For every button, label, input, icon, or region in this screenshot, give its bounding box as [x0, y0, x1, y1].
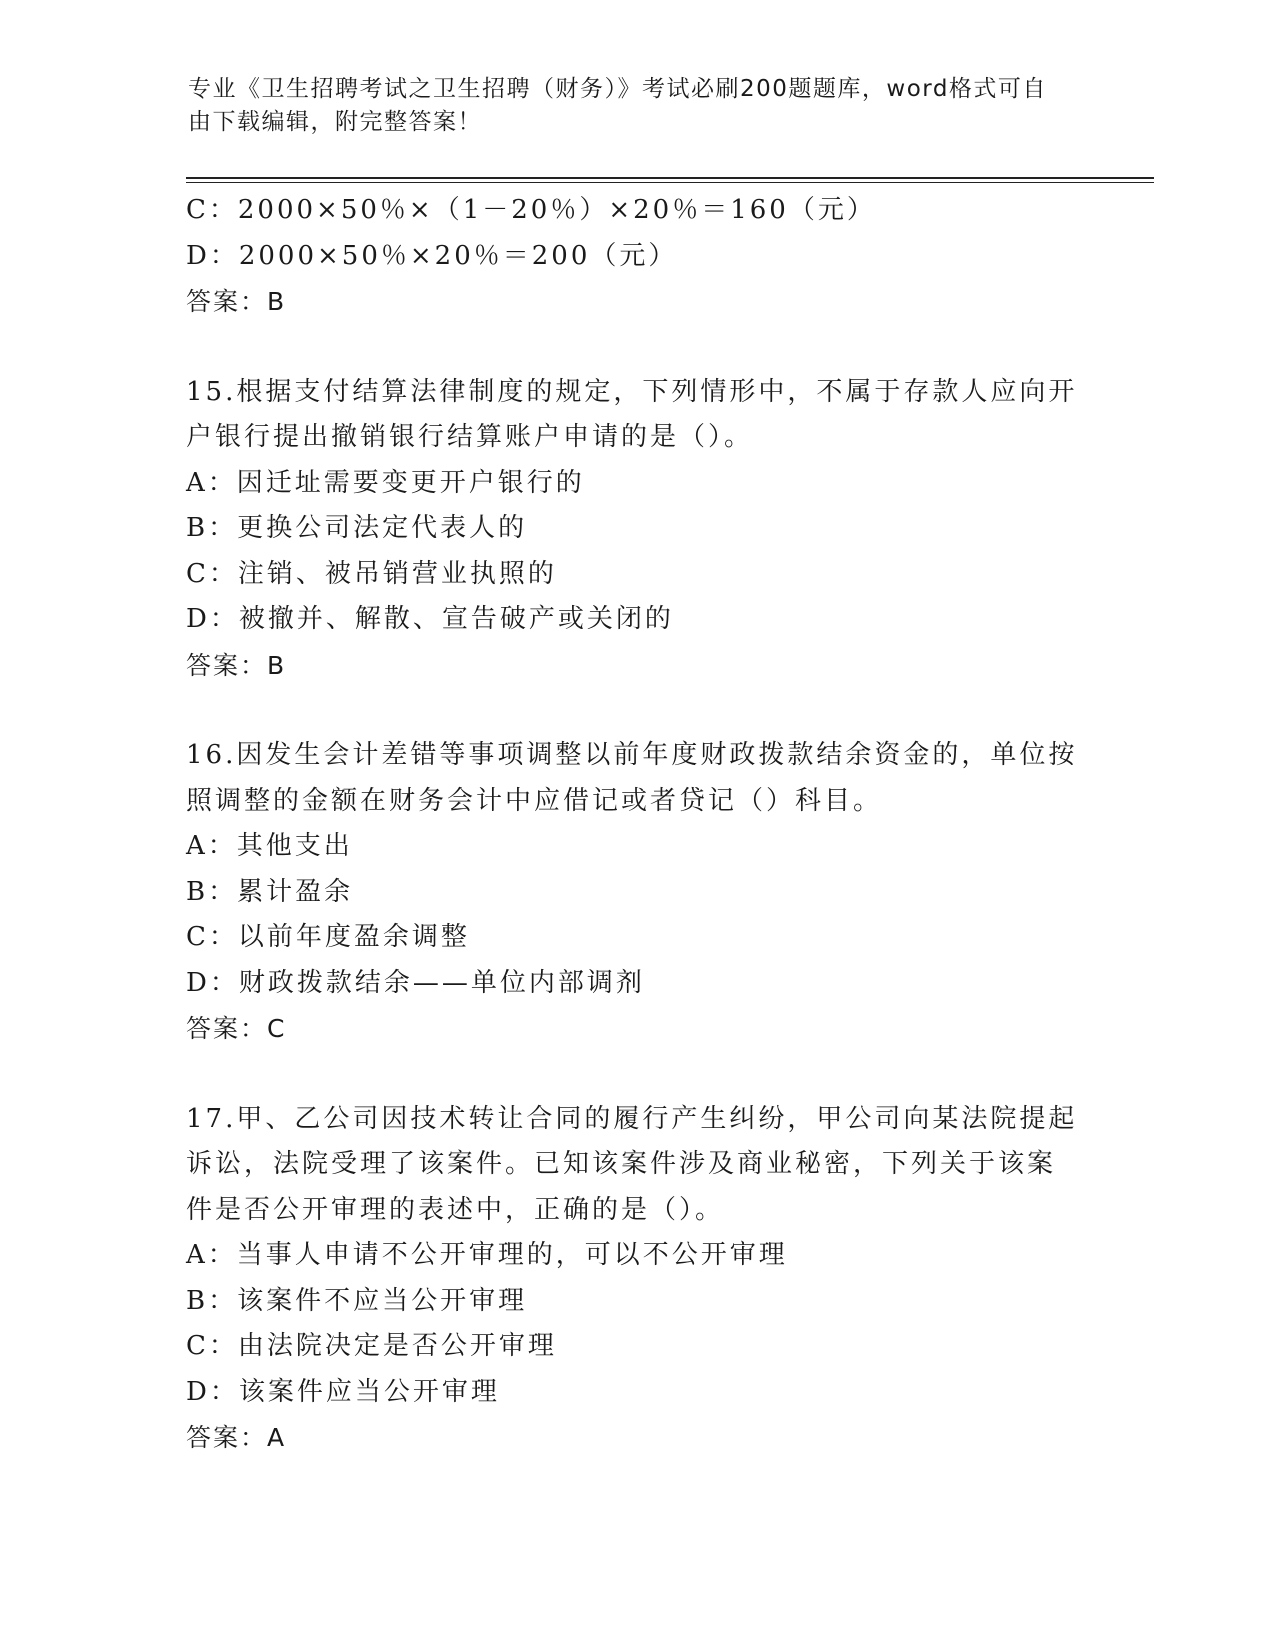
option-d: D：该案件应当公开审理: [186, 1376, 500, 1407]
question-stem-line: 16.因发生会计差错等事项调整以前年度财政拨款结余资金的，单位按: [186, 740, 1078, 770]
page-header: 专业《卫生招聘考试之卫生招聘（财务）》考试必刷200题题库，word格式可自由下载编辑，附完整答案！: [188, 76, 1047, 135]
option-a: A：因迁址需要变更开户银行的: [186, 467, 585, 498]
answer-line: 答案：B: [186, 650, 287, 680]
question-16: [186, 733, 1086, 1052]
option-c: C：注销、被吊销营业执照的: [186, 558, 557, 589]
question-content: [186, 188, 1086, 1461]
question-stem-line: 诉讼，法院受理了该案件。已知该案件涉及商业秘密，下列关于该案: [186, 1149, 1057, 1179]
previous-question-tail: [186, 188, 1086, 325]
question-stem-line: 17.甲、乙公司因技术转让合同的履行产生纠纷，甲公司向某法院提起: [186, 1103, 1078, 1134]
header-divider-thin: [186, 182, 1154, 183]
option-b: B：该案件不应当公开审理: [186, 1285, 528, 1316]
question-stem-line: 件是否公开审理的表述中，正确的是（）。: [186, 1194, 725, 1225]
option-c: C：由法院决定是否公开审理: [186, 1331, 557, 1361]
answer-line: 答案：A: [186, 1423, 287, 1452]
option-d: D：财政拨款结余——单位内部调剂: [186, 967, 645, 998]
option-b: B：累计盈余: [186, 876, 354, 907]
question-17: [186, 1097, 1086, 1461]
option-d: D：被撤并、解散、宣告破产或关闭的: [186, 604, 674, 634]
question-15: [186, 370, 1086, 689]
question-stem-line: 15.根据支付结算法律制度的规定，下列情形中，不属于存款人应向开: [186, 376, 1078, 407]
question-stem-line: 照调整的金额在财务会计中应借记或者贷记（）科目。: [186, 785, 883, 816]
option-a: A：其他支出: [186, 831, 353, 861]
header-divider-thick: [186, 177, 1154, 179]
question-stem-line: 户银行提出撤销银行结算账户申请的是（）。: [186, 422, 754, 452]
option-a: A：当事人申请不公开审理的，可以不公开审理: [186, 1240, 788, 1270]
answer-line: 答案：C: [186, 1014, 287, 1043]
option-c: C：2000×50％×（1－20％）×20％＝160（元）: [186, 195, 876, 225]
answer-line: 答案：B: [186, 287, 287, 316]
option-c: C：以前年度盈余调整: [186, 922, 470, 952]
option-b: B：更换公司法定代表人的: [186, 513, 528, 543]
option-d: D：2000×50％×20％＝200（元）: [186, 240, 678, 271]
